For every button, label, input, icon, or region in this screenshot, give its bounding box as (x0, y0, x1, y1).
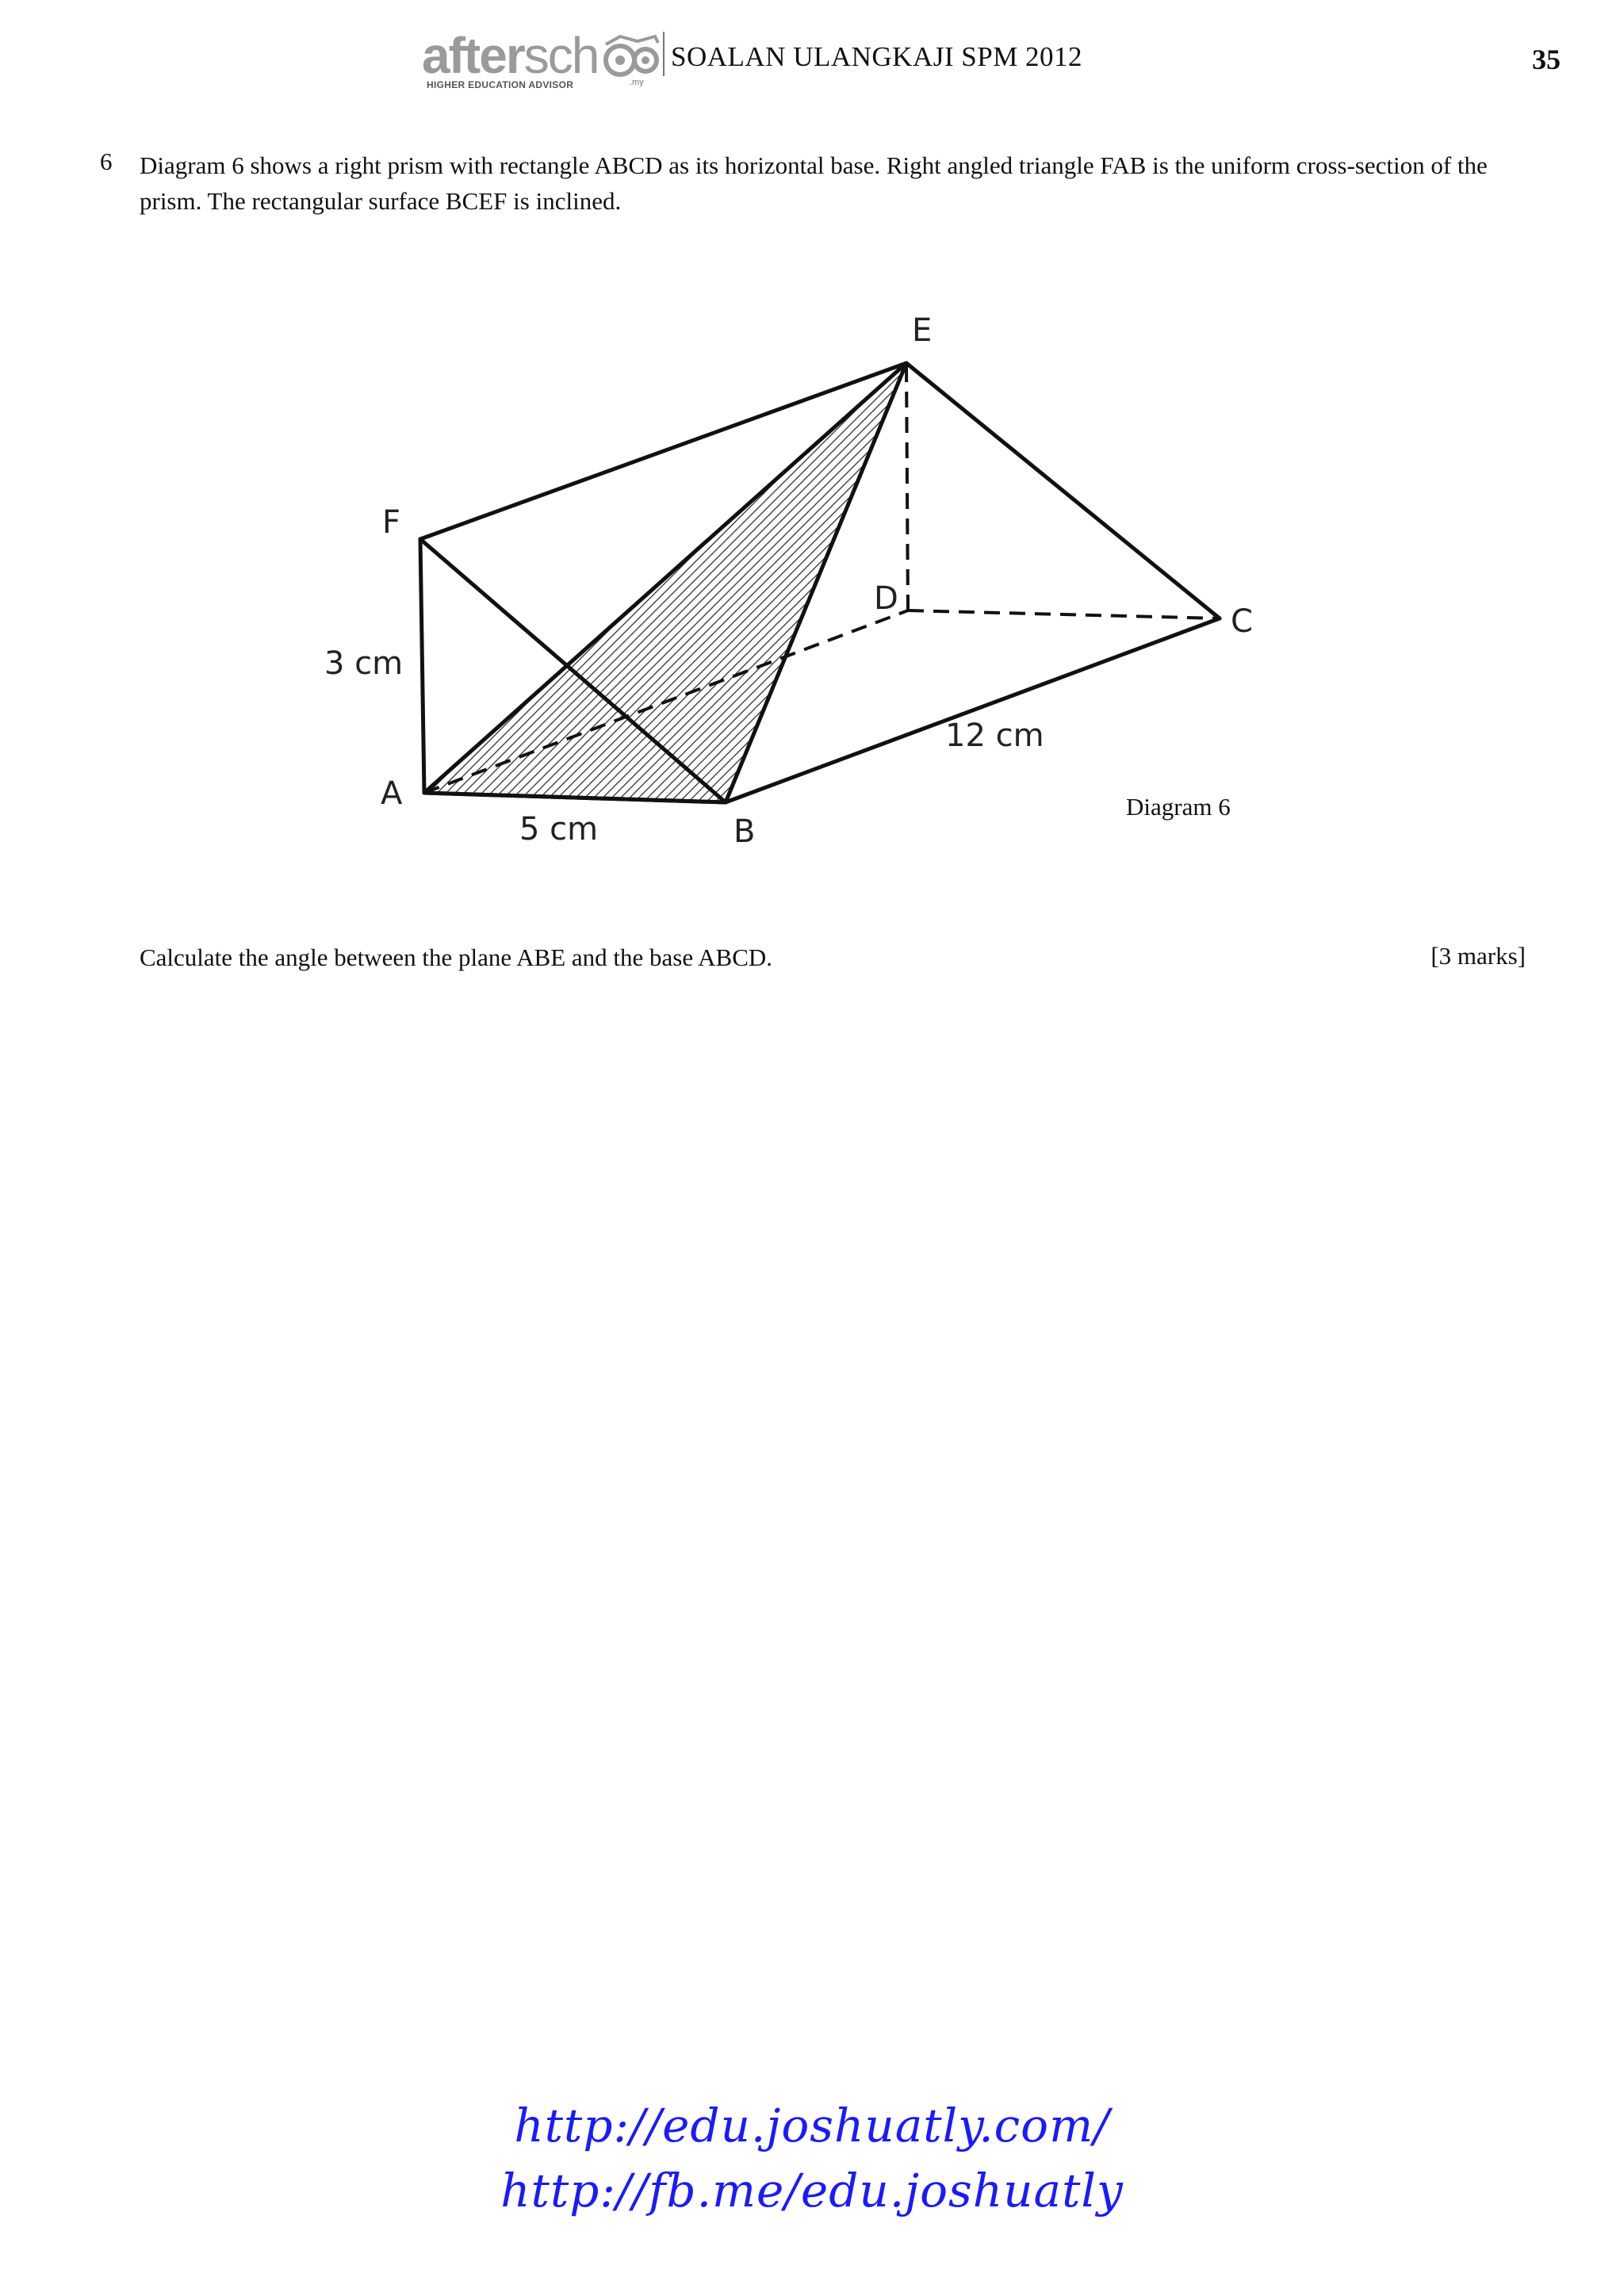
edge-af (420, 539, 424, 793)
label-height: 3 cm (324, 645, 404, 682)
edge-bc (726, 618, 1220, 802)
label-width: 5 cm (519, 811, 599, 848)
label-f: F (382, 504, 401, 541)
edge-dc (908, 610, 1220, 618)
footer-link-website[interactable]: http://edu.joshuatly.com/ (514, 2099, 1110, 2152)
prism-svg (309, 301, 1261, 856)
question-number: 6 (100, 147, 113, 175)
footer-link-facebook[interactable]: http://fb.me/edu.joshuatly (500, 2164, 1124, 2218)
prism-diagram (309, 301, 1261, 856)
logo-domain: .my (630, 78, 644, 87)
logo-wordmark: aftersch (422, 27, 599, 84)
question-text: Diagram 6 shows a right prism with rectangle ABCD as its horizontal base. Right angled triangle FAB is the uniform cross-section of the prism. The rectangular surface BCEF is inclined. (140, 151, 1488, 215)
label-d: D (874, 580, 898, 617)
label-c: C (1231, 603, 1253, 640)
label-e: E (912, 312, 933, 349)
owl-icon (603, 33, 660, 81)
header-divider (663, 32, 665, 76)
shaded-plane-abe (424, 363, 906, 802)
task-text: Calculate the angle between the plane ABE and the base ABCD. (140, 943, 773, 971)
label-b: B (733, 813, 756, 850)
page-number: 35 (1532, 44, 1561, 75)
label-a: A (381, 775, 403, 812)
label-length: 12 cm (945, 718, 1044, 754)
logo-tagline: HIGHER EDUCATION ADVISOR (427, 79, 574, 90)
footer-links (0, 2093, 1624, 2223)
header-title: SOALAN ULANGKAJI SPM 2012 (671, 41, 1083, 72)
edge-ec (906, 363, 1220, 618)
marks-label: [3 marks] (1431, 942, 1526, 970)
edge-de (906, 363, 908, 610)
afterschool-logo (422, 29, 660, 92)
page-header (0, 0, 1624, 95)
diagram-caption: Diagram 6 (1126, 793, 1231, 821)
